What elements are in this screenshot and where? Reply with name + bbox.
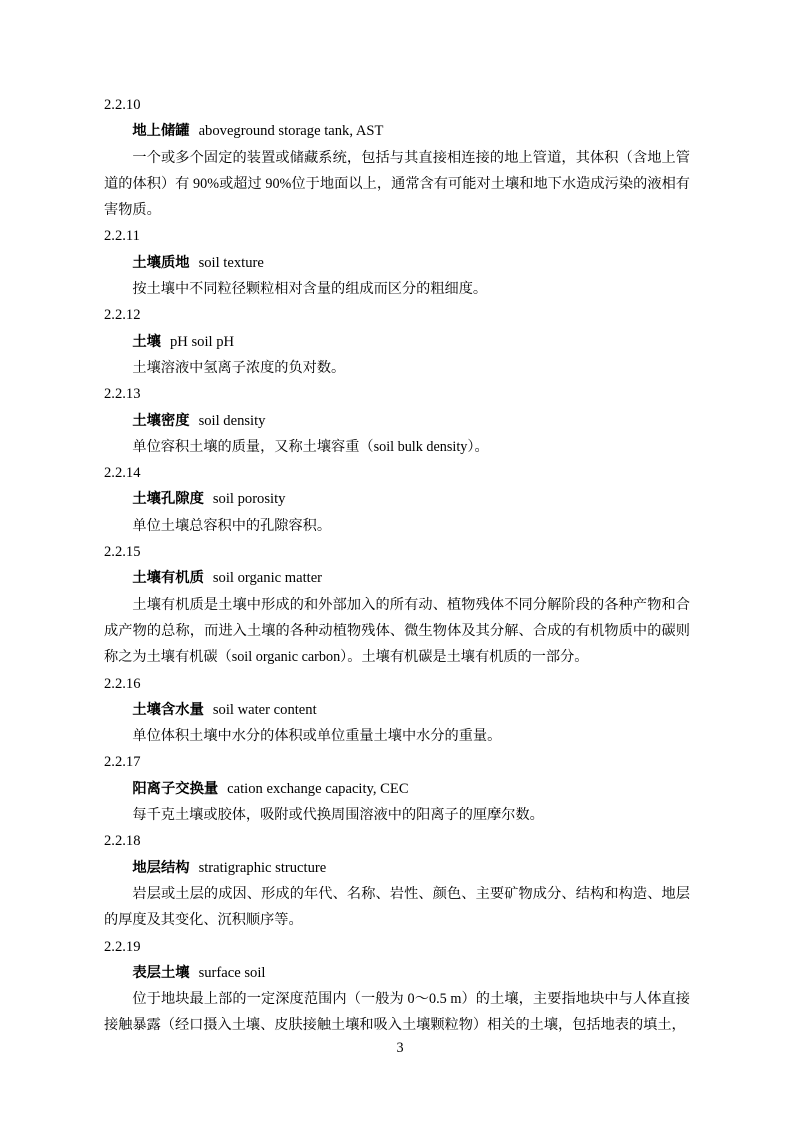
term-entry-2-2-18 xyxy=(104,828,690,933)
term-en: soil density xyxy=(198,412,266,429)
term-en: stratigraphic structure xyxy=(198,859,327,876)
term-entry-2-2-17 xyxy=(104,749,690,828)
term-zh: 地上储罐 xyxy=(132,123,190,140)
term-entry-2-2-14 xyxy=(104,460,690,539)
term-entry-2-2-15 xyxy=(104,539,690,670)
section-number: 2.2.13 xyxy=(104,386,141,403)
term-zh: 土壤含水量 xyxy=(132,701,204,718)
term-definition: 单位土壤总容积中的孔隙容积。 xyxy=(132,517,332,534)
term-line xyxy=(104,697,690,723)
term-en: cation exchange capacity, CEC xyxy=(227,780,409,797)
term-entry-2-2-12 xyxy=(104,302,690,381)
section-number: 2.2.19 xyxy=(104,938,141,955)
section-number: 2.2.11 xyxy=(104,228,140,245)
term-zh: 地层结构 xyxy=(132,859,190,876)
term-definition: 单位体积土壤中水分的体积或单位重量土壤中水分的重量。 xyxy=(132,728,502,745)
section-number: 2.2.17 xyxy=(104,754,141,771)
term-definition: 按土壤中不同粒径颗粒相对含量的组成而区分的粗细度。 xyxy=(132,281,488,298)
term-zh: 表层土壤 xyxy=(132,964,190,981)
term-zh: 土壤 xyxy=(132,333,161,350)
term-en: soil texture xyxy=(198,254,264,271)
section-number: 2.2.18 xyxy=(104,833,141,850)
term-line xyxy=(104,118,690,144)
term-line xyxy=(104,776,690,802)
term-definition: 每千克土壤或胶体，吸附或代换周围溶液中的阳离子的厘摩尔数。 xyxy=(132,807,544,824)
term-en: soil organic matter xyxy=(212,570,323,587)
term-definition: 位于地块最上部的一定深度范围内（一般为 0～0.5 m）的土壤，主要指地块中与人体直接接触暴露（经口摄入土壤、皮肤接触土壤和吸入土壤颗粒物）相关的土壤，包括地表的填土， xyxy=(104,991,690,1034)
term-entry-2-2-10 xyxy=(104,92,690,223)
term-definition: 一个或多个固定的装置或储藏系统，包括与其直接相连接的地上管道，其体积（含地上管道的体积）有 90%或超过 90%位于地面以上，通常含有可能对土壤和地下水造成污染的液相有害物质。 xyxy=(104,149,690,219)
term-definition: 岩层或土层的成因、形成的年代、名称、岩性、颜色、主要矿物成分、结构和构造、地层的厚度及其变化、沉积顺序等。 xyxy=(104,885,690,929)
section-number: 2.2.16 xyxy=(104,675,141,692)
term-line xyxy=(104,960,690,986)
term-entry-2-2-19 xyxy=(104,934,690,1039)
term-zh: 阳离子交换量 xyxy=(132,780,219,797)
section-number: 2.2.12 xyxy=(104,307,141,324)
term-entry-2-2-13 xyxy=(104,381,690,460)
term-en: aboveground storage tank, AST xyxy=(198,123,384,140)
section-number: 2.2.10 xyxy=(104,97,141,113)
term-en: soil porosity xyxy=(212,491,286,508)
term-line xyxy=(104,855,690,881)
term-definition: 单位容积土壤的质量，又称土壤容重（soil bulk density）。 xyxy=(132,438,489,455)
page-body xyxy=(104,92,690,1039)
term-entry-2-2-16 xyxy=(104,671,690,750)
page-number: 3 xyxy=(396,1040,404,1056)
section-number: 2.2.15 xyxy=(104,544,141,561)
term-zh: 土壤密度 xyxy=(132,412,190,429)
term-line xyxy=(104,329,690,355)
section-number: 2.2.14 xyxy=(104,465,141,482)
term-definition: 土壤有机质是土壤中形成的和外部加入的所有动、植物残体不同分解阶段的各种产物和合成产物的总称，而进入土壤的各种动植物残体、微生物体及其分解、合成的有机物质中的碳则称之为土壤有机碳（soil organic carbon）。土壤有机碳是土壤有机质的一部分。 xyxy=(104,596,690,666)
term-en: soil water content xyxy=(212,701,317,718)
term-en: pH soil pH xyxy=(169,333,235,350)
term-line xyxy=(104,565,690,591)
term-definition: 土壤溶液中氢离子浓度的负对数。 xyxy=(132,359,346,376)
term-line xyxy=(104,250,690,276)
term-zh: 土壤质地 xyxy=(132,254,190,271)
term-zh: 土壤孔隙度 xyxy=(132,491,204,508)
term-entry-2-2-11 xyxy=(104,223,690,302)
term-en: surface soil xyxy=(198,964,266,981)
term-line xyxy=(104,486,690,512)
term-zh: 土壤有机质 xyxy=(132,570,204,587)
term-line xyxy=(104,408,690,434)
